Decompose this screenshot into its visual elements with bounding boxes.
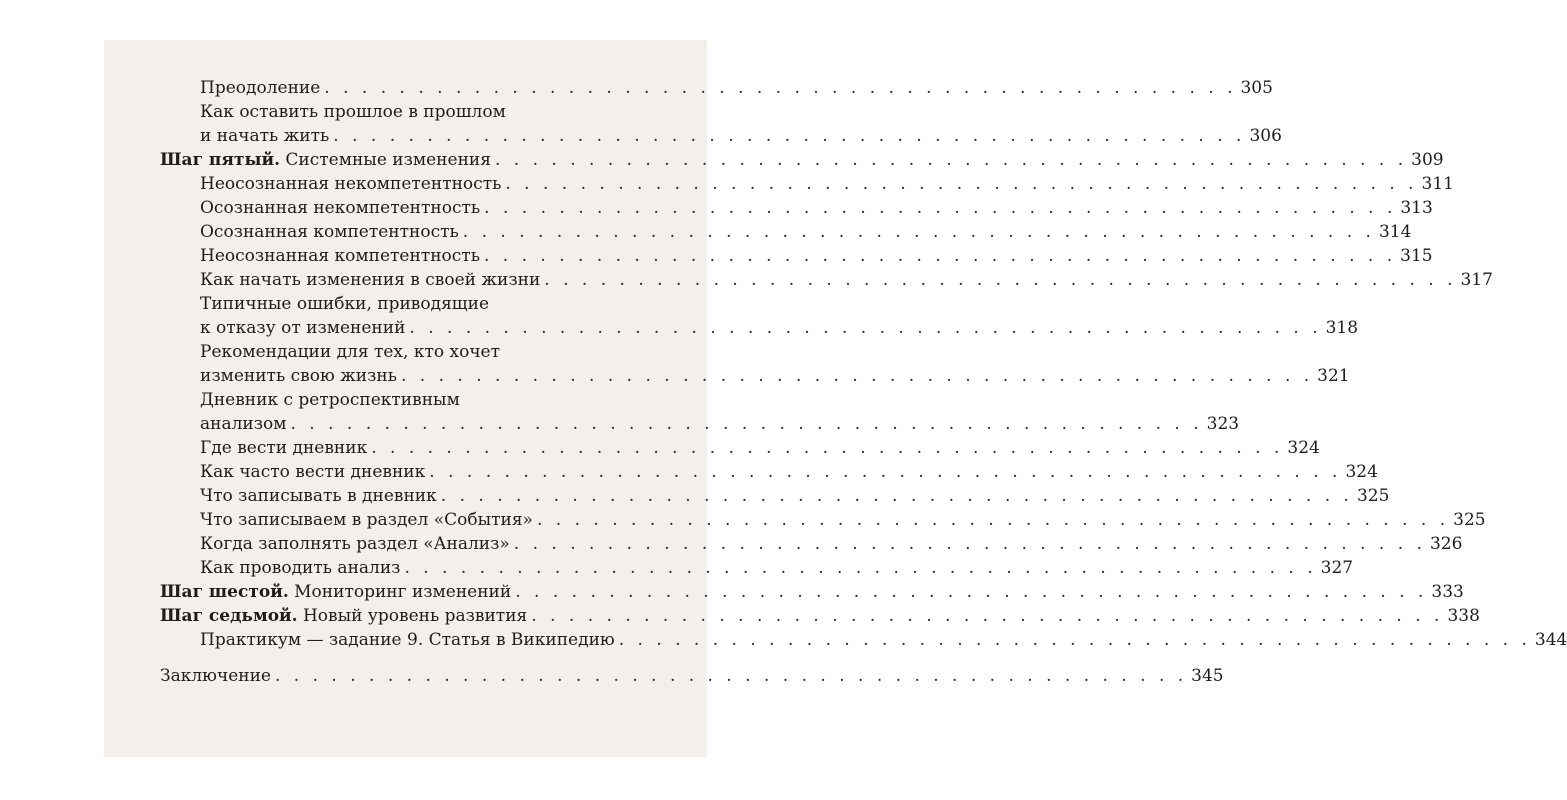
toc-entry-title-line: Как оставить прошлое в прошлом [200,102,506,122]
toc-chapter-entry [160,604,1480,628]
dot-leader: . . . . . . . . . . . . . . . . . . . . . . . . . . . . . . . . . . . . . . . . . . . . . . . . . [494,150,1408,170]
toc-entry [200,172,1454,196]
toc-page-number: 309 [1411,150,1444,170]
toc-entry [200,220,1412,244]
toc-entry-title-line: Типичные ошибки, приводящие [200,294,489,314]
toc-page-number: 324 [1287,438,1320,458]
toc-entry [200,556,1354,580]
toc-page-number: 311 [1421,174,1454,194]
toc-page-number: 318 [1325,318,1359,338]
dot-leader: . . . . . . . . . . . . . . . . . . . . . . . . . . . . . . . . . . . . . . . . . . . . . . . . . [484,198,1397,218]
chapter-step-label: Шаг шестой. [160,582,289,602]
toc-page-number: 344 [1534,630,1567,650]
dot-leader: . . . . . . . . . . . . . . . . . . . . . . . . . . . . . . . . . . . . . . . . . . . . . . . . . [371,438,1284,458]
toc-entry [200,364,1350,388]
toc-page-number: 313 [1400,198,1433,218]
toc-entry-title: Неосознанная некомпетентность [200,174,502,194]
dot-leader: . . . . . . . . . . . . . . . . . . . . . . . . . . . . . . . . . . . . . . . . . . . . . . . . . [513,534,1426,554]
toc-entry-title: и начать жить [200,126,330,146]
dot-leader: . . . . . . . . . . . . . . . . . . . . . . . . . . . . . . . . . . . . . . . . . . . . . . . . . [483,246,1397,266]
toc-entry-title: Где вести дневник [200,438,368,458]
toc-entry-title: Практикум — задание 9. Статья в Википедию [200,630,615,650]
toc-entry-title: Как начать изменения в своей жизни [200,270,541,290]
chapter-step-label: Шаг пятый. [160,150,281,170]
toc-entry [200,412,1240,436]
toc-entry [200,532,1463,556]
toc-page-number: 325 [1356,486,1390,506]
toc-entry-title: изменить свою жизнь [200,366,397,386]
chapter-title: Системные изменения [280,150,491,170]
toc-page-number: 338 [1447,606,1480,626]
toc-entry [200,628,1567,652]
dot-leader: . . . . . . . . . . . . . . . . . . . . . . . . . . . . . . . . . . . . . . . . . . . . . . . . . [515,582,1428,602]
dot-leader: . . . . . . . . . . . . . . . . . . . . . . . . . . . . . . . . . . . . . . . . . . . . . . . . . [505,174,1418,194]
dot-leader: . . . . . . . . . . . . . . . . . . . . . . . . . . . . . . . . . . . . . . . . . . . . . . . . . [544,270,1457,290]
toc-entry-title: Как часто вести дневник [200,462,426,482]
toc-page-number: 345 [1191,666,1224,686]
toc-entry-title: Преодоление [200,78,321,98]
toc-entry-title: Осознанная некомпетентность [200,198,481,218]
toc-entry-title-line: Дневник с ретроспективным [200,390,460,410]
toc-page-number: 324 [1345,462,1378,482]
toc-entry-title: Как проводить анализ [200,558,401,578]
toc-entry-title: Неосознанная компетентность [200,246,480,266]
dot-leader: . . . . . . . . . . . . . . . . . . . . . . . . . . . . . . . . . . . . . . . . . . . . . . . . . [440,486,1353,506]
toc-entry [200,508,1486,532]
toc-entry [200,460,1378,484]
dot-leader: . . . . . . . . . . . . . . . . . . . . . . . . . . . . . . . . . . . . . . . . . . . . . . . . . [618,630,1531,650]
toc-entry [200,484,1390,508]
dot-leader: . . . . . . . . . . . . . . . . . . . . . . . . . . . . . . . . . . . . . . . . . . . . . . . . . [333,126,1246,146]
toc-page-number: 317 [1460,270,1493,290]
toc-page-number: 333 [1431,582,1464,602]
toc-page-number: 314 [1378,222,1412,242]
toc-page-number: 323 [1206,414,1240,434]
toc-entry-title [160,148,491,172]
toc-entry [200,268,1493,292]
toc-page-number: 325 [1453,510,1486,530]
chapter-title: Новый уровень развития [297,606,528,626]
toc-entry [200,244,1433,268]
toc-entry [200,196,1433,220]
toc-chapter-entry [160,148,1444,172]
toc-entry-title [160,604,527,628]
toc-entry-title: Что записывать в дневник [200,486,437,506]
toc-page-number: 326 [1429,534,1463,554]
dot-leader: . . . . . . . . . . . . . . . . . . . . . . . . . . . . . . . . . . . . . . . . . . . . . . . . . [409,318,1322,338]
dot-leader: . . . . . . . . . . . . . . . . . . . . . . . . . . . . . . . . . . . . . . . . . . . . . . . . . [290,414,1203,434]
toc-page-number: 306 [1249,126,1282,146]
toc-chapter-entry [160,580,1464,604]
toc-entry [200,316,1359,340]
toc-entry-title: Что записываем в раздел «События» [200,510,533,530]
chapter-title: Мониторинг изменений [288,582,512,602]
toc-entry-title: к отказу от изменений [200,318,406,338]
toc-entry-title: Когда заполнять раздел «Анализ» [200,534,510,554]
dot-leader: . . . . . . . . . . . . . . . . . . . . . . . . . . . . . . . . . . . . . . . . . . . . . . . . . [462,222,1375,242]
toc-entry-title: Осознанная компетентность [200,222,459,242]
toc-page-number: 305 [1240,78,1273,98]
toc-chapter-entry [160,664,1224,688]
dot-leader: . . . . . . . . . . . . . . . . . . . . . . . . . . . . . . . . . . . . . . . . . . . . . . . . . [274,666,1188,686]
dot-leader: . . . . . . . . . . . . . . . . . . . . . . . . . . . . . . . . . . . . . . . . . . . . . . . . . [531,606,1444,626]
chapter-step-label: Шаг седьмой. [160,606,298,626]
dot-leader: . . . . . . . . . . . . . . . . . . . . . . . . . . . . . . . . . . . . . . . . . . . . . . . . . [429,462,1342,482]
toc-page-number: 327 [1320,558,1354,578]
toc-entry-title [160,580,511,604]
dot-leader: . . . . . . . . . . . . . . . . . . . . . . . . . . . . . . . . . . . . . . . . . . . . . . . . . [400,366,1314,386]
toc-page-number: 315 [1400,246,1433,266]
dot-leader: . . . . . . . . . . . . . . . . . . . . . . . . . . . . . . . . . . . . . . . . . . . . . . . . . [404,558,1317,578]
toc-entry-title-line: Рекомендации для тех, кто хочет [200,342,501,362]
toc-entry [200,76,1273,100]
toc-page-number: 321 [1317,366,1350,386]
toc-entry-title: анализом [200,414,287,434]
toc-entry-title: Заключение [160,666,271,686]
dot-leader: . . . . . . . . . . . . . . . . . . . . . . . . . . . . . . . . . . . . . . . . . . . . . . . . . [324,78,1237,98]
toc-entry [200,436,1320,460]
dot-leader: . . . . . . . . . . . . . . . . . . . . . . . . . . . . . . . . . . . . . . . . . . . . . . . . . [536,510,1450,530]
toc-entry [200,124,1282,148]
